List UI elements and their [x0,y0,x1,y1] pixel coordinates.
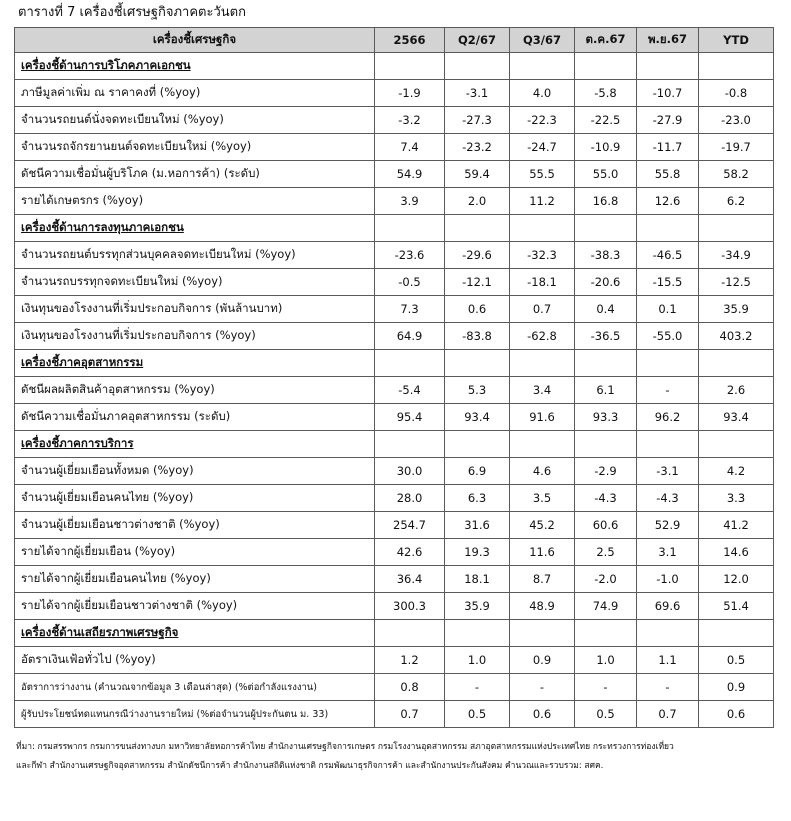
value-cell: -11.7 [637,134,699,161]
value-cell: 12.0 [699,566,774,593]
value-cell: 2.5 [575,539,637,566]
indicator-label: รายได้จากผู้เยี่ยมเยือน (%yoy) [15,539,375,566]
table-title: ตารางที่ 7 เครื่องชี้เศรษฐกิจภาคตะวันตก [18,5,246,20]
value-cell: -55.0 [637,323,699,350]
value-cell: -10.7 [637,80,699,107]
empty-cell [575,350,637,377]
value-cell: 19.3 [445,539,510,566]
empty-cell [445,350,510,377]
value-cell: 41.2 [699,512,774,539]
column-header-oct-67: ต.ค.67 [575,28,637,53]
value-cell: 48.9 [510,593,575,620]
column-header-q3-67: Q3/67 [510,28,575,53]
value-cell: 5.3 [445,377,510,404]
indicator-label: จำนวนรถยนต์บรรทุกส่วนบุคคลจดทะเบียนใหม่ (%yoy) [15,242,375,269]
value-cell: -23.2 [445,134,510,161]
value-cell: -0.8 [699,80,774,107]
value-cell: 0.1 [637,296,699,323]
value-cell: -3.2 [375,107,445,134]
value-cell: 2.6 [699,377,774,404]
value-cell: 93.3 [575,404,637,431]
value-cell: 0.9 [510,647,575,674]
table-row [15,242,774,269]
value-cell: -22.3 [510,107,575,134]
value-cell: 51.4 [699,593,774,620]
value-cell: 0.7 [637,701,699,728]
value-cell: -2.0 [575,566,637,593]
section-header-row [15,215,774,242]
value-cell: -23.6 [375,242,445,269]
value-cell: -24.7 [510,134,575,161]
empty-cell [375,53,445,80]
source-line-2: และกีฬา สำนักงานเศรษฐกิจอุตสาหกรรม สำนักดัชนีการค้า สำนักงานสถิติแห่งชาติ กรมพัฒนาธุรกิจการค้า และสำนักงานประกันสังคม คำนวณและรวบรวม: สศค. [16,761,604,771]
value-cell: 0.5 [699,647,774,674]
value-cell: -83.8 [445,323,510,350]
section-title: เครื่องชี้ด้านการบริโภคภาคเอกชน [15,53,375,80]
table-row [15,539,774,566]
value-cell: -1.9 [375,80,445,107]
value-cell: 16.8 [575,188,637,215]
indicator-label: จำนวนรถยนต์นั่งจดทะเบียนใหม่ (%yoy) [15,107,375,134]
empty-cell [375,431,445,458]
value-cell: -20.6 [575,269,637,296]
value-cell: 52.9 [637,512,699,539]
value-cell: 4.6 [510,458,575,485]
value-cell: 35.9 [445,593,510,620]
table-row [15,323,774,350]
value-cell: -3.1 [445,80,510,107]
value-cell: 55.5 [510,161,575,188]
indicator-label: ภาษีมูลค่าเพิ่ม ณ ราคาคงที่ (%yoy) [15,80,375,107]
value-cell: -29.6 [445,242,510,269]
value-cell: -34.9 [699,242,774,269]
indicator-label: รายได้จากผู้เยี่ยมเยือนชาวต่างชาติ (%yoy) [15,593,375,620]
value-cell: 4.2 [699,458,774,485]
value-cell: 6.3 [445,485,510,512]
value-cell: -5.4 [375,377,445,404]
empty-cell [699,53,774,80]
column-header-q2-67: Q2/67 [445,28,510,53]
value-cell: 74.9 [575,593,637,620]
column-header-ytd: YTD [699,28,774,53]
indicator-label: อัตราการว่างงาน (คำนวณจากข้อมูล 3 เดือนล่าสุด) (%ต่อกำลังแรงงาน) [15,674,375,701]
value-cell: 95.4 [375,404,445,431]
indicator-label: จำนวนผู้เยี่ยมเยือนทั้งหมด (%yoy) [15,458,375,485]
value-cell: -1.0 [637,566,699,593]
empty-cell [445,215,510,242]
empty-cell [510,215,575,242]
value-cell: 42.6 [375,539,445,566]
table-row [15,512,774,539]
indicator-label: ดัชนีผลผลิตสินค้าอุตสาหกรรม (%yoy) [15,377,375,404]
indicator-label: รายได้จากผู้เยี่ยมเยือนคนไทย (%yoy) [15,566,375,593]
empty-cell [575,53,637,80]
indicator-label: รายได้เกษตรกร (%yoy) [15,188,375,215]
section-header-row [15,620,774,647]
indicator-label: เงินทุนของโรงงานที่เริ่มประกอบกิจการ (พันล้านบาท) [15,296,375,323]
value-cell: 6.2 [699,188,774,215]
table-row [15,458,774,485]
value-cell: -62.8 [510,323,575,350]
value-cell: 4.0 [510,80,575,107]
empty-cell [637,53,699,80]
empty-cell [637,620,699,647]
empty-cell [575,620,637,647]
empty-cell [699,620,774,647]
table-row [15,647,774,674]
value-cell: 0.8 [375,674,445,701]
value-cell: 1.0 [445,647,510,674]
value-cell: 18.1 [445,566,510,593]
table-row [15,593,774,620]
section-title: เครื่องชี้ภาคอุตสาหกรรม [15,350,375,377]
value-cell: -38.3 [575,242,637,269]
value-cell: 93.4 [445,404,510,431]
empty-cell [510,53,575,80]
empty-cell [637,215,699,242]
value-cell: 54.9 [375,161,445,188]
value-cell: -4.3 [637,485,699,512]
table-row [15,188,774,215]
section-header-row [15,53,774,80]
indicator-label: ดัชนีความเชื่อมั่นภาคอุตสาหกรรม (ระดับ) [15,404,375,431]
value-cell: 0.7 [510,296,575,323]
section-header-row [15,350,774,377]
value-cell: 11.6 [510,539,575,566]
value-cell: 64.9 [375,323,445,350]
empty-cell [375,620,445,647]
value-cell: 1.1 [637,647,699,674]
source-note [16,738,776,776]
value-cell: -36.5 [575,323,637,350]
value-cell: -4.3 [575,485,637,512]
table-row [15,701,774,728]
value-cell: 0.7 [375,701,445,728]
value-cell: -5.8 [575,80,637,107]
indicator-label: จำนวนรถจักรยานยนต์จดทะเบียนใหม่ (%yoy) [15,134,375,161]
value-cell: 58.2 [699,161,774,188]
value-cell: 1.2 [375,647,445,674]
value-cell: 300.3 [375,593,445,620]
value-cell: -12.1 [445,269,510,296]
value-cell: 28.0 [375,485,445,512]
column-header-indicator: เครื่องชี้เศรษฐกิจ [15,28,375,53]
indicator-label: จำนวนรถบรรทุกจดทะเบียนใหม่ (%yoy) [15,269,375,296]
empty-cell [699,215,774,242]
value-cell: 0.5 [445,701,510,728]
value-cell: 12.6 [637,188,699,215]
value-cell: 7.4 [375,134,445,161]
table-row [15,404,774,431]
table-row [15,269,774,296]
indicator-label: ดัชนีความเชื่อมั่นผู้บริโภค (ม.หอการค้า) (ระดับ) [15,161,375,188]
value-cell: 59.4 [445,161,510,188]
value-cell: -3.1 [637,458,699,485]
value-cell: -27.3 [445,107,510,134]
value-cell: 35.9 [699,296,774,323]
empty-cell [375,350,445,377]
empty-cell [699,350,774,377]
empty-cell [445,53,510,80]
value-cell: 0.6 [445,296,510,323]
table-row [15,377,774,404]
value-cell: 45.2 [510,512,575,539]
value-cell: 96.2 [637,404,699,431]
table-row [15,485,774,512]
value-cell: 11.2 [510,188,575,215]
value-cell: -12.5 [699,269,774,296]
value-cell: 93.4 [699,404,774,431]
empty-cell [575,431,637,458]
empty-cell [375,215,445,242]
value-cell: - [637,377,699,404]
value-cell: -23.0 [699,107,774,134]
value-cell: 30.0 [375,458,445,485]
table-row [15,296,774,323]
value-cell: 7.3 [375,296,445,323]
empty-cell [637,431,699,458]
value-cell: 3.1 [637,539,699,566]
value-cell: -46.5 [637,242,699,269]
value-cell: 403.2 [699,323,774,350]
value-cell: - [510,674,575,701]
section-title: เครื่องชี้ด้านการลงทุนภาคเอกชน [15,215,375,242]
value-cell: 254.7 [375,512,445,539]
value-cell: - [637,674,699,701]
value-cell: -22.5 [575,107,637,134]
value-cell: 6.9 [445,458,510,485]
table-row [15,566,774,593]
value-cell: 91.6 [510,404,575,431]
source-line-1: ที่มา: กรมสรรพากร กรมการขนส่งทางบก มหาวิทยาลัยหอการค้าไทย สำนักงานเศรษฐกิจการเกษตร กรมโรงงานอุตสาหกรรม สภาอุตสาหกรรมแห่งประเทศไทย กระทรวงการท่องเที่ยว [16,742,674,752]
indicator-label: จำนวนผู้เยี่ยมเยือนชาวต่างชาติ (%yoy) [15,512,375,539]
indicator-label: อัตราเงินเฟ้อทั่วไป (%yoy) [15,647,375,674]
indicator-label: จำนวนผู้เยี่ยมเยือนคนไทย (%yoy) [15,485,375,512]
value-cell: -0.5 [375,269,445,296]
header-row [15,28,774,53]
value-cell: -19.7 [699,134,774,161]
value-cell: 60.6 [575,512,637,539]
value-cell: 0.6 [699,701,774,728]
value-cell: 55.0 [575,161,637,188]
value-cell: - [445,674,510,701]
value-cell: 14.6 [699,539,774,566]
section-title: เครื่องชี้ด้านเสถียรภาพเศรษฐกิจ [15,620,375,647]
table-row [15,161,774,188]
value-cell: 3.4 [510,377,575,404]
value-cell: 3.3 [699,485,774,512]
value-cell: 0.4 [575,296,637,323]
table-row [15,80,774,107]
empty-cell [445,620,510,647]
table-row [15,134,774,161]
indicator-label: ผู้รับประโยชน์ทดแทนกรณีว่างงานรายใหม่ (%ต่อจำนวนผู้ประกันตน ม. 33) [15,701,375,728]
value-cell: 3.5 [510,485,575,512]
value-cell: 0.6 [510,701,575,728]
indicator-label: เงินทุนของโรงงานที่เริ่มประกอบกิจการ (%yoy) [15,323,375,350]
value-cell: -18.1 [510,269,575,296]
value-cell: 2.0 [445,188,510,215]
table-row [15,107,774,134]
empty-cell [510,431,575,458]
empty-cell [510,350,575,377]
value-cell: 31.6 [445,512,510,539]
value-cell: -27.9 [637,107,699,134]
value-cell: - [575,674,637,701]
value-cell: -2.9 [575,458,637,485]
value-cell: 55.8 [637,161,699,188]
column-header-nov-67: พ.ย.67 [637,28,699,53]
section-title: เครื่องชี้ภาคการบริการ [15,431,375,458]
value-cell: -32.3 [510,242,575,269]
table-body [15,53,774,728]
empty-cell [510,620,575,647]
value-cell: 69.6 [637,593,699,620]
value-cell: 0.9 [699,674,774,701]
value-cell: 6.1 [575,377,637,404]
table-row [15,674,774,701]
value-cell: 1.0 [575,647,637,674]
value-cell: -10.9 [575,134,637,161]
value-cell: 3.9 [375,188,445,215]
empty-cell [699,431,774,458]
empty-cell [575,215,637,242]
section-header-row [15,431,774,458]
value-cell: -15.5 [637,269,699,296]
empty-cell [637,350,699,377]
value-cell: 36.4 [375,566,445,593]
value-cell: 8.7 [510,566,575,593]
economic-indicators-table [14,27,774,728]
value-cell: 0.5 [575,701,637,728]
column-header-2566: 2566 [375,28,445,53]
empty-cell [445,431,510,458]
